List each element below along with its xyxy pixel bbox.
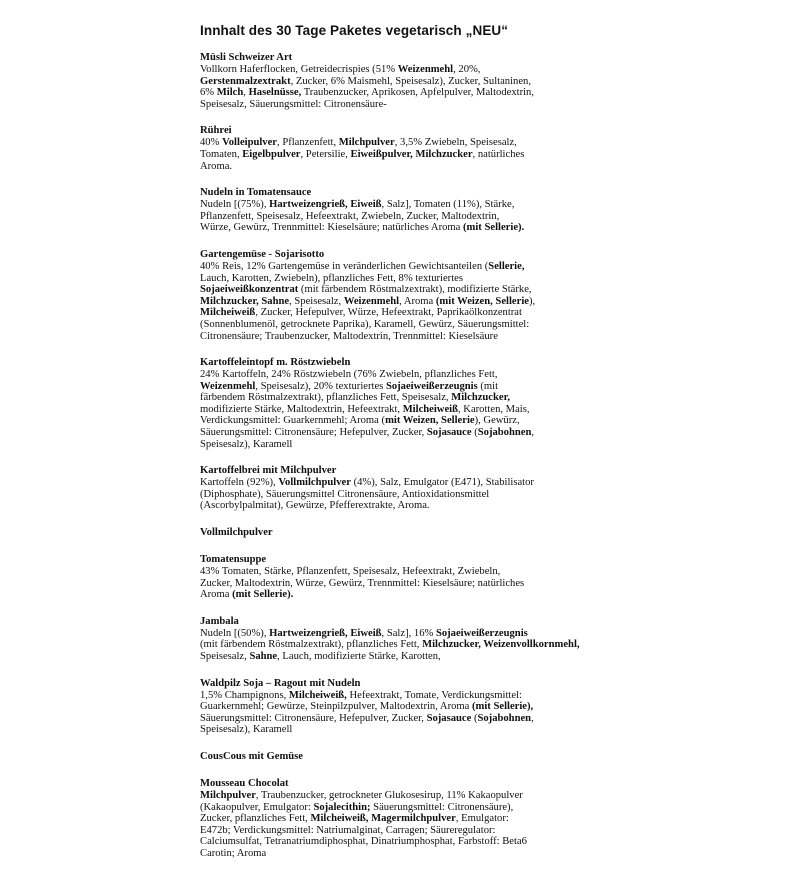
ingredient-text: Verdickungsmittel: Guarkernmehl; Aroma (: [200, 415, 386, 427]
ingredient-text: , Salz], 16%: [381, 627, 436, 639]
allergen-text: Sojasauce: [426, 427, 472, 439]
allergen-text: (mit Sellerie).: [232, 589, 294, 601]
ingredients-line: [200, 500, 620, 512]
allergen-text: Eigelbpulver: [242, 148, 301, 160]
ingredient-text: , Speisesalz), 20% texturiertes: [255, 380, 386, 392]
product-section: [200, 356, 620, 450]
allergen-text: Volleipulver: [222, 137, 278, 149]
ingredients-line: [200, 211, 620, 223]
document-title: Innhalt des 30 Tage Paketes vegetarisch „NEU“: [200, 23, 509, 38]
product-section: [200, 777, 620, 860]
allergen-text: Milchpulver: [200, 789, 256, 801]
ingredient-text: Nudeln [(75%),: [200, 199, 270, 211]
ingredients-line: [200, 319, 620, 331]
ingredient-text: (Diphosphate), Säuerungsmittel Citronensäure, Antioxidationsmittel: [200, 488, 490, 500]
ingredient-text: E472b; Verdickungsmittel: Natriumalginat, Carragen; Säureregulator:: [200, 824, 496, 836]
ingredient-text: Würze, Gewürz, Trennmittel: Kieselsäure; natürliches Aroma: [200, 222, 464, 234]
ingredient-text: , Salz], Tomaten (11%), Stärke,: [381, 199, 515, 211]
ingredients-line: [200, 161, 620, 173]
product-heading: Müsli Schweizer Art: [200, 52, 293, 63]
allergen-text: Hartweizengrieß, Eiweiß: [269, 199, 382, 211]
product-heading: Mousseau Chocolat: [200, 777, 289, 789]
ingredient-text: , Lauch, modifizierte Stärke, Karotten,: [277, 651, 441, 662]
ingredients-line: [200, 261, 620, 273]
ingredients-line: [200, 439, 620, 451]
allergen-text: Milcheiweiß, Magermilchpulver: [310, 813, 456, 825]
ingredients-line: [200, 404, 620, 416]
allergen-text: Sojalecithin;: [313, 801, 371, 813]
product-section: [200, 677, 620, 736]
ingredients-line: [200, 477, 620, 489]
ingredient-text: Hefeextrakt, Tomate, Verdickungsmittel:: [346, 689, 522, 701]
ingredient-text: Lauch, Karotten, Zwiebeln), pflanzliches Fett, 8% texturiertes: [200, 272, 463, 284]
ingredients-text: [200, 690, 620, 736]
allergen-text: Milchzucker, Sahne: [200, 295, 290, 307]
ingredient-text: 24% Kartoffeln, 24% Röstzwiebeln (76% Zwiebeln, pflanzliches Fett,: [200, 369, 498, 381]
ingredient-text: , 20%,: [453, 64, 481, 75]
product-section: [200, 464, 620, 512]
ingredient-text: Vollkorn Haferflocken, Getreidecrispies (51%: [200, 64, 398, 75]
ingredient-text: (mit färbendem Röstmalzextrakt), modifizierte Stärke,: [298, 284, 532, 296]
ingredient-text: ), Gewürz,: [474, 415, 520, 427]
ingredient-text: (Ascorbylpalmitat), Gewürze, Pfefferextrakte, Aroma.: [200, 500, 430, 512]
ingredients-line: [200, 802, 620, 814]
product-heading: Nudeln in Tomatensauce: [200, 187, 312, 199]
ingredient-text: , Pflanzenfett,: [277, 137, 339, 149]
ingredients-line: [200, 825, 620, 837]
allergen-text: mit Weizen, Sellerie: [385, 415, 475, 427]
ingredients-text: [200, 137, 620, 172]
ingredients-text: [200, 477, 620, 512]
ingredient-text: , Speisesalz,: [289, 295, 344, 307]
allergen-text: Sojasauce: [426, 712, 472, 724]
ingredients-line: [200, 87, 620, 99]
ingredient-text: Calciumsulfat, Tetranatriumdiphosphat, Dinatriumphosphat, Farbstoff: Beta6: [200, 836, 527, 848]
ingredient-text: (: [471, 427, 478, 439]
allergen-text: Milchpulver: [338, 137, 395, 149]
allergen-text: (mit Weizen, Sellerie: [435, 295, 529, 307]
allergen-text: Hartweizengrieß, Eiweiß: [269, 627, 382, 639]
ingredients-line: [200, 296, 620, 308]
ingredient-text: Speisesalz,: [200, 651, 250, 662]
ingredients-text: [200, 790, 620, 860]
allergen-text: Weizenmehl: [343, 295, 400, 307]
product-heading: Rührei: [200, 125, 232, 137]
ingredients-line: [200, 589, 620, 601]
ingredient-text: Tomaten,: [200, 148, 243, 160]
ingredient-text: , Aroma: [399, 295, 436, 307]
allergen-text: Sojabohnen: [477, 427, 532, 439]
ingredients-line: [200, 199, 620, 211]
ingredients-line: [200, 149, 620, 161]
ingredient-text: Pflanzenfett, Speisesalz, Hefeextrakt, Zwiebeln, Zucker, Maltodextrin,: [200, 210, 500, 222]
ingredient-text: modifizierte Stärke, Maltodextrin, Hefeextrakt,: [200, 403, 403, 415]
product-section: [200, 526, 620, 539]
ingredients-line: [200, 99, 620, 111]
product-section: [200, 750, 620, 763]
ingredient-text: ,: [531, 712, 534, 724]
ingredient-text: , Emulgator:: [455, 813, 509, 825]
ingredient-text: Speisesalz), Karamell: [200, 724, 293, 736]
allergen-text: (mit Sellerie),: [472, 701, 534, 713]
product-section: [200, 248, 620, 342]
allergen-text: Vollmilchpulver: [278, 477, 351, 489]
ingredient-text: Säuerungsmittel: Citronensäure),: [370, 801, 514, 813]
allergen-text: Weizenmehl: [397, 64, 454, 75]
ingredient-text: (: [471, 712, 478, 724]
allergen-text: Milcheiweiß: [200, 307, 256, 319]
ingredients-line: [200, 222, 620, 234]
ingredients-line: [200, 369, 620, 381]
ingredient-text: , natürliches: [472, 148, 525, 160]
allergen-text: Sojaeiweißerzeugnis: [385, 380, 478, 392]
ingredient-text: 40% Reis, 12% Gartengemüse in veränderlichen Gewichtsanteilen (: [200, 260, 489, 272]
ingredient-text: , 3,5% Zwiebeln, Speisesalz,: [394, 137, 517, 149]
ingredients-text: [200, 628, 620, 663]
ingredient-text: Speisesalz, Säuerungsmittel: Citronensäure-: [200, 98, 387, 110]
ingredient-text: Carotin; Aroma: [200, 847, 267, 859]
ingredients-line: [200, 701, 620, 713]
ingredients-text: [200, 199, 620, 234]
ingredients-line: [200, 713, 620, 725]
product-heading: Gartengemüse - Sojarisotto: [200, 248, 325, 260]
ingredients-line: [200, 651, 620, 663]
ingredients-line: [200, 813, 620, 825]
ingredients-line: [200, 381, 620, 393]
ingredient-text: Zucker, Maltodextrin, Würze, Gewürz, Trennmittel: Kieselsäure; natürliches: [200, 577, 525, 589]
ingredients-line: [200, 836, 620, 848]
ingredients-line: [200, 415, 620, 427]
allergen-text: Milcheiweiß,: [288, 689, 347, 701]
ingredient-text: Guarkernmehl; Gewürze, Steinpilzpulver, Maltodextrin, Aroma: [200, 701, 472, 713]
ingredient-text: (mit: [477, 380, 499, 392]
product-section: [200, 51, 620, 110]
ingredient-text: 43% Tomaten, Stärke, Pflanzenfett, Speisesalz, Hefeextrakt, Zwiebeln,: [200, 566, 501, 578]
ingredient-text: (mit färbendem Röstmalzextrakt), pflanzliches Fett,: [200, 639, 423, 651]
ingredient-text: , Zucker, Hefepulver, Würze, Hefeextrakt, Paprikaölkonzentrat: [255, 307, 522, 319]
allergen-text: Gerstenmalzextrakt: [200, 75, 291, 87]
ingredient-text: Säuerungsmittel: Citronensäure; Hefepulver, Zucker,: [200, 427, 427, 439]
ingredients-line: [200, 307, 620, 319]
product-heading: Vollmilchpulver: [200, 527, 273, 539]
ingredient-text: (Kakaopulver, Emulgator:: [200, 801, 314, 813]
allergen-text: Sojabohnen: [477, 712, 532, 724]
ingredient-text: Citronensäure; Traubenzucker, Maltodextrin, Trennmittel: Kieselsäure: [200, 330, 498, 342]
ingredient-text: Aroma.: [200, 160, 233, 172]
ingredient-text: (4%), Salz, Emulgator (E471), Stabilisator: [350, 477, 534, 489]
product-section: [200, 553, 620, 601]
ingredient-text: Säuerungsmittel: Citronensäure, Hefepulver, Zucker,: [200, 712, 427, 724]
ingredients-text: [200, 261, 620, 342]
allergen-text: Milchzucker,: [451, 392, 510, 404]
allergen-text: Weizenmehl: [200, 380, 256, 392]
allergen-text: Milch: [216, 87, 244, 99]
product-heading: Waldpilz Soja – Ragout mit Nudeln: [200, 677, 361, 689]
ingredients-line: [200, 724, 620, 736]
ingredient-text: 1,5% Champignons,: [200, 689, 289, 701]
product-heading: Tomatensuppe: [200, 554, 267, 566]
allergen-text: Sojaeiweißerzeugnis: [435, 627, 528, 639]
product-section: [200, 615, 620, 663]
ingredient-text: färbendem Röstmalzextrakt), pflanzliches Fett, Speisesalz,: [200, 392, 452, 404]
ingredient-list: [200, 51, 620, 874]
ingredient-text: , Karotten, Mais,: [458, 403, 530, 415]
ingredients-line: [200, 284, 620, 296]
ingredients-line: [200, 273, 620, 285]
ingredient-text: , Traubenzucker, getrockneter Glukosesirup, 11% Kakaopulver: [255, 789, 523, 801]
ingredients-line: [200, 392, 620, 404]
ingredients-line: [200, 137, 620, 149]
product-section: [200, 124, 620, 172]
allergen-text: Eiweißpulver, Milchzucker: [350, 148, 473, 160]
ingredient-text: , Petersilie,: [300, 148, 351, 160]
ingredient-text: Nudeln [(50%),: [200, 627, 270, 639]
allergen-text: Sellerie,: [488, 260, 525, 272]
ingredient-text: ,: [243, 87, 249, 99]
allergen-text: Sojaeiweißkonzentrat: [200, 284, 299, 296]
ingredients-line: [200, 848, 620, 860]
ingredient-text: , Zucker, 6% Maismehl, Speisesalz), Zucker, Sultaninen,: [290, 75, 531, 87]
ingredient-text: 6%: [200, 87, 217, 99]
product-heading: CousCous mit Gemüse: [200, 750, 303, 762]
ingredient-text: Traubenzucker, Aprikosen, Apfelpulver, Maltodextrin,: [301, 87, 535, 99]
ingredient-text: ,: [531, 427, 535, 439]
ingredients-line: [200, 578, 620, 590]
ingredient-text: (Sonnenblumenöl, getrocknete Paprika), Karamell, Gewürz, Säuerungsmittel:: [200, 318, 530, 330]
ingredients-text: [200, 369, 620, 450]
ingredients-line: [200, 489, 620, 501]
ingredients-line: [200, 331, 620, 343]
allergen-text: (mit Sellerie).: [463, 222, 525, 234]
ingredient-text: Speisesalz), Karamell: [200, 438, 293, 450]
allergen-text: Milcheiweiß: [402, 403, 458, 415]
product-heading: Kartoffelbrei mit Milchpulver: [200, 465, 337, 477]
ingredients-text: [200, 566, 620, 601]
product-heading: Kartoffeleintopf m. Röstzwiebeln: [200, 357, 351, 369]
ingredient-text: Kartoffeln (92%),: [200, 477, 279, 489]
allergen-text: Sahne: [249, 651, 278, 662]
product-section: [200, 186, 620, 234]
ingredients-line: [200, 639, 620, 651]
allergen-text: Milchzucker, Weizenvollkornmehl,: [422, 639, 580, 651]
ingredients-line: [200, 690, 620, 702]
ingredients-line: [200, 64, 620, 76]
ingredients-line: [200, 628, 620, 640]
ingredients-line: [200, 76, 620, 88]
ingredient-text: ),: [528, 295, 536, 307]
ingredients-text: [200, 64, 620, 110]
ingredients-line: [200, 427, 620, 439]
ingredient-text: 40%: [200, 137, 223, 149]
product-heading: Jambala: [200, 615, 239, 627]
allergen-text: Haselnüsse,: [248, 87, 302, 99]
ingredients-line: [200, 566, 620, 578]
ingredient-text: Aroma: [200, 589, 233, 601]
ingredient-text: Zucker, pflanzliches Fett,: [200, 813, 311, 825]
